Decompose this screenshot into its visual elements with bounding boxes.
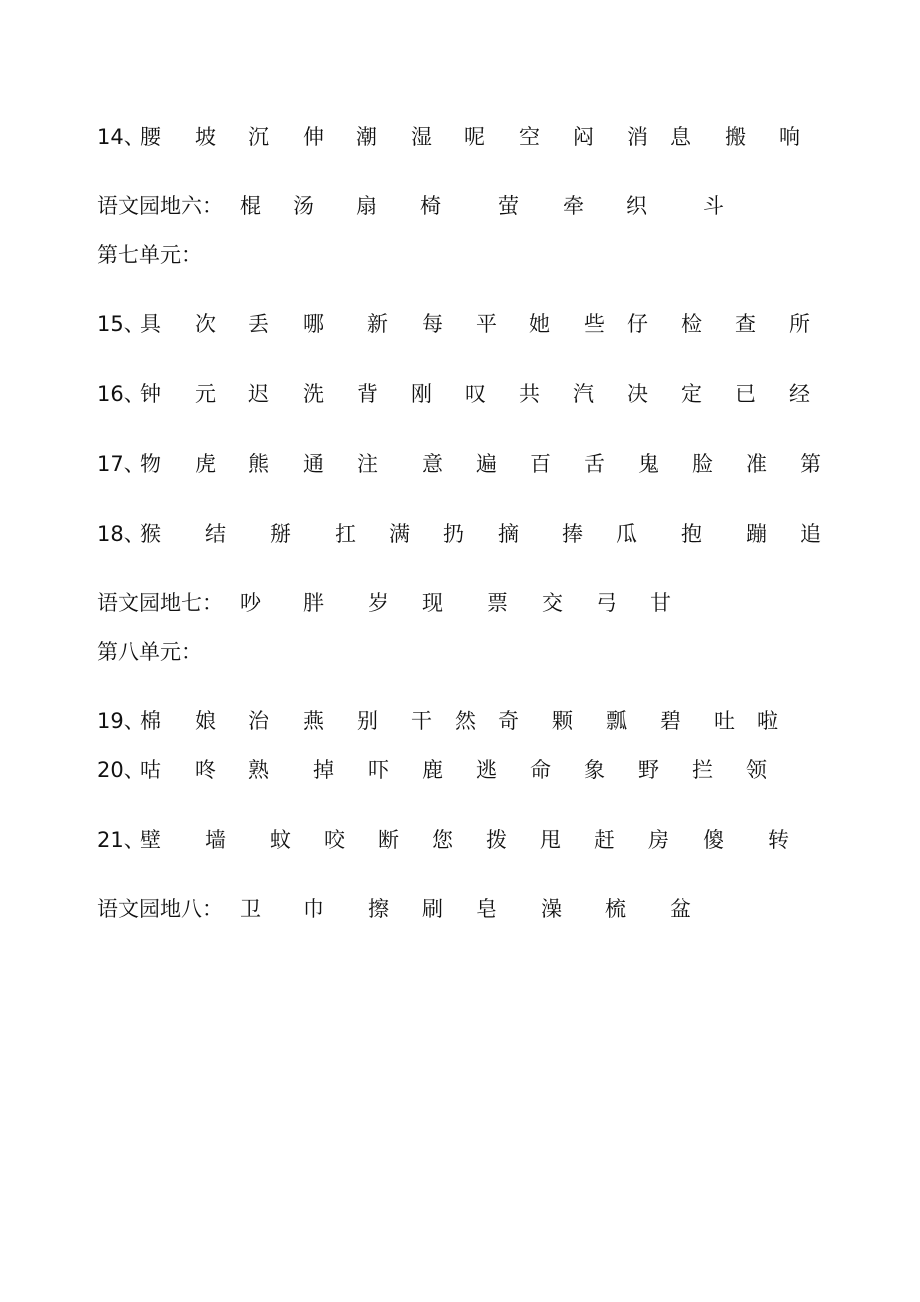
vocab-character: 脸 (692, 452, 713, 476)
line-label: 16、 (97, 382, 145, 406)
vocab-character: 傻 (703, 828, 724, 852)
vocab-character: 检 (681, 312, 702, 336)
line-label: 19、 (97, 709, 145, 733)
vocab-character: 潮 (356, 125, 377, 149)
vocab-character: 治 (248, 709, 269, 733)
vocab-character: 共 (519, 382, 540, 406)
vocab-character: 您 (432, 828, 453, 852)
vocab-character: 满 (389, 522, 410, 546)
vocab-character: 百 (530, 452, 551, 476)
vocab-character: 背 (357, 382, 378, 406)
vocab-character: 巾 (303, 897, 324, 921)
vocab-character: 捧 (562, 522, 583, 546)
vocab-character: 皂 (476, 897, 497, 921)
vocab-character: 汤 (293, 194, 314, 218)
vocab-character: 咕 (140, 758, 161, 782)
vocab-character: 虎 (195, 452, 216, 476)
line-label: 21、 (97, 828, 145, 852)
vocab-character: 湿 (411, 125, 432, 149)
vocab-character: 沉 (248, 125, 269, 149)
vocab-character: 转 (768, 828, 789, 852)
vocab-character: 织 (626, 194, 647, 218)
vocab-character: 岁 (368, 591, 389, 615)
vocab-character: 交 (542, 591, 563, 615)
vocab-character: 些 (584, 312, 605, 336)
vocab-character: 第 (800, 452, 821, 476)
vocab-character: 迟 (248, 382, 269, 406)
vocab-character: 啦 (757, 709, 778, 733)
vocab-character: 抱 (681, 522, 702, 546)
vocab-character: 追 (800, 522, 821, 546)
vocab-character: 萤 (498, 194, 519, 218)
vocab-character: 蚊 (270, 828, 291, 852)
vocab-character: 通 (303, 452, 324, 476)
vocab-character: 叹 (465, 382, 486, 406)
vocab-character: 鹿 (422, 758, 443, 782)
vocab-character: 盆 (670, 897, 691, 921)
line-label: 14、 (97, 125, 145, 149)
vocab-character: 搬 (725, 125, 746, 149)
vocab-character: 吐 (714, 709, 735, 733)
line-label: 第七单元： (97, 243, 202, 267)
vocab-character: 每 (422, 312, 443, 336)
vocab-character: 墙 (205, 828, 226, 852)
vocab-character: 呢 (464, 125, 485, 149)
vocab-character: 闷 (573, 125, 594, 149)
vocab-character: 空 (519, 125, 540, 149)
vocab-character: 伸 (303, 125, 324, 149)
vocab-character: 扔 (443, 522, 464, 546)
line-label: 第八单元： (97, 640, 202, 664)
vocab-character: 坡 (195, 125, 216, 149)
vocab-character: 弓 (596, 591, 617, 615)
vocab-character: 具 (140, 312, 161, 336)
vocab-character: 领 (746, 758, 767, 782)
vocab-character: 新 (367, 312, 388, 336)
vocab-character: 然 (455, 709, 476, 733)
vocab-character: 响 (779, 125, 800, 149)
vocab-character: 卫 (240, 897, 261, 921)
vocab-character: 断 (378, 828, 399, 852)
vocab-character: 汽 (573, 382, 594, 406)
line-label: 20、 (97, 758, 145, 782)
vocab-character: 腰 (140, 125, 161, 149)
vocab-character: 次 (195, 312, 216, 336)
vocab-character: 瓢 (606, 709, 627, 733)
vocab-character: 咬 (324, 828, 345, 852)
vocab-character: 她 (529, 312, 550, 336)
vocab-character: 猴 (140, 522, 161, 546)
vocab-character: 擦 (368, 897, 389, 921)
vocab-character: 扇 (356, 194, 377, 218)
line-label: 18、 (97, 522, 145, 546)
vocab-character: 鬼 (638, 452, 659, 476)
vocab-character: 燕 (303, 709, 324, 733)
vocab-character: 棉 (140, 709, 161, 733)
vocab-character: 吓 (368, 758, 389, 782)
vocab-character: 熟 (248, 758, 269, 782)
line-label: 语文园地七： (97, 591, 223, 615)
vocab-character: 奇 (498, 709, 519, 733)
vocab-character: 仔 (627, 312, 648, 336)
vocab-character: 经 (789, 382, 810, 406)
vocab-character: 甘 (650, 591, 671, 615)
vocab-character: 牵 (563, 194, 584, 218)
vocab-character: 定 (681, 382, 702, 406)
vocab-character: 准 (746, 452, 767, 476)
vocab-character: 碧 (660, 709, 681, 733)
vocab-character: 所 (789, 312, 810, 336)
vocab-character: 赶 (594, 828, 615, 852)
line-label: 语文园地八： (97, 897, 223, 921)
vocab-character: 野 (638, 758, 659, 782)
vocab-character: 棍 (240, 194, 261, 218)
vocab-character: 胖 (303, 591, 324, 615)
vocab-character: 息 (670, 125, 691, 149)
vocab-character: 消 (627, 125, 648, 149)
vocab-character: 房 (648, 828, 669, 852)
vocab-character: 澡 (541, 897, 562, 921)
vocab-character: 决 (627, 382, 648, 406)
vocab-character: 梳 (605, 897, 626, 921)
vocab-character: 咚 (195, 758, 216, 782)
vocab-character: 丢 (248, 312, 269, 336)
vocab-character: 逃 (476, 758, 497, 782)
vocab-character: 干 (411, 709, 432, 733)
vocab-character: 斗 (703, 194, 724, 218)
vocab-character: 洗 (303, 382, 324, 406)
vocab-character: 摘 (498, 522, 519, 546)
vocab-character: 别 (357, 709, 378, 733)
vocab-character: 票 (487, 591, 508, 615)
vocab-character: 熊 (248, 452, 269, 476)
vocab-character: 注 (357, 452, 378, 476)
vocab-character: 现 (422, 591, 443, 615)
vocab-character: 甩 (540, 828, 561, 852)
vocab-character: 壁 (140, 828, 161, 852)
vocab-character: 元 (195, 382, 216, 406)
vocab-character: 象 (584, 758, 605, 782)
vocab-character: 拨 (486, 828, 507, 852)
vocab-character: 刚 (411, 382, 432, 406)
vocab-character: 哪 (303, 312, 324, 336)
vocab-character: 瓜 (616, 522, 637, 546)
vocab-character: 钟 (140, 382, 161, 406)
vocab-character: 蹦 (746, 522, 767, 546)
vocab-character: 舌 (584, 452, 605, 476)
vocab-character: 拦 (692, 758, 713, 782)
vocab-character: 椅 (420, 194, 441, 218)
vocab-character: 掉 (313, 758, 334, 782)
vocab-character: 颗 (552, 709, 573, 733)
vocab-character: 遍 (476, 452, 497, 476)
vocab-character: 查 (735, 312, 756, 336)
vocab-character: 刷 (422, 897, 443, 921)
vocab-character: 意 (422, 452, 443, 476)
vocab-character: 结 (205, 522, 226, 546)
line-label: 17、 (97, 452, 145, 476)
vocab-character: 命 (530, 758, 551, 782)
vocab-character: 物 (140, 452, 161, 476)
vocab-character: 掰 (270, 522, 291, 546)
vocab-character: 娘 (195, 709, 216, 733)
line-label: 语文园地六： (97, 194, 223, 218)
vocab-character: 吵 (240, 591, 261, 615)
vocab-character: 扛 (335, 522, 356, 546)
vocab-character: 已 (735, 382, 756, 406)
line-label: 15、 (97, 312, 145, 336)
vocab-character: 平 (476, 312, 497, 336)
